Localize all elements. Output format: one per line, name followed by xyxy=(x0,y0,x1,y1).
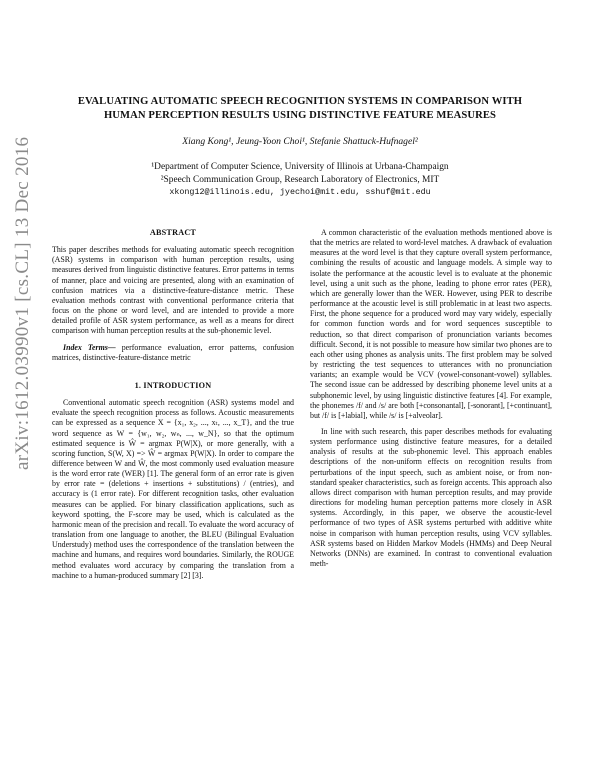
left-column xyxy=(52,228,294,581)
abstract-heading: ABSTRACT xyxy=(149,228,197,237)
index-terms-label: Index Terms— xyxy=(63,342,116,352)
emails: xkong12@illinois.edu, jyechoi@mit.edu, sshuf@mit.edu xyxy=(169,187,431,197)
right-paragraph-1: A common characteristic of the evaluation methods mentioned above is that the metrics are related to word-level matches. A drawback of evaluation measures at the word level is that they capture overall system performance, combining the results of acoustic and language models. A simple way to isolate the performance at the acoustic level is to evaluate at the phonemic level, using a unit such as the phone, leading to phone error rates (PER), which are generally lower than the WER. However, using PER to describe performance at the acoustic level is still problematic in at least two aspects. First, the phone sequence for a produced word may vary widely, especially for common function words and for word sequences susceptible to reduction, so that direct comparison of pronunciation variants becomes difficult. Second, it is not possible to measure how similar two phones are to each other using phones as analysis units. The first problem may be solved by restricting the test sequences to utterances with no pronunciation variants; an example would be VCV (vowel-consonant-vowel) syllables. The second issue can be addressed by describing phoneme level units at a subphonemic level, by using linguistic distinctive features [4]. For example, the phonemes /f/ and /s/ are both [+consonantal], [-sonorant], [+continuant], but /f/ is [+labial], while /s/ is [+alveolar]. xyxy=(310,228,552,420)
index-terms xyxy=(52,343,294,363)
abstract-text: This paper describes methods for evaluating automatic speech recognition (ASR) systems in comparison with human perception results, using measures derived from linguistic distinctive features. Error patterns in terms of manner, place and voicing are presented, along with an examination of confusion matrices via a distinctive-feature-distance metric. These evaluation methods contrast with conventional performance criteria that focus on the phone or word level, and are intended to provide a more detailed profile of ASR system performance, as well as a means for direct comparison with human perception results at the sub-phonemic level. xyxy=(52,245,294,336)
affiliations xyxy=(60,161,540,199)
intro-paragraph-1: Conventional automatic speech recognition (ASR) systems model and evaluate the speech recognition process as follows. Acoustic measurements can be expressed as a sequence X = {x₁, x₂, ..., xₜ, ..., x_T}, and the true word sequence as W = {w₁, w₂, wₙ, ..., w_N}, so that the optimum estimated sequence is Ŵ = argmax P(W|X), or more generally, with a scoring function, S(W, X) => Ŵ = argmax P(W|X). In order to compare the difference between W and Ŵ, the most commonly used evaluation measure is the word error rate (WER) [1]. The general form of an error rate is given by error rate = (deletions + insertions + substitutions) / (entries), and accuracy is (1 error rate). For different recognition tasks, other evaluation measures can be applied. For binary classification applications, such as keyword spotting, the F-score may be used, which is calculated as the harmonic mean of the precision and recall. To evaluate the word accuracy of translation from one language to another, the BLEU (Bilingual Evaluation Understudy) method uses the correspondence of the translation between the machine and humans, and requires word boundaries. Similarly, the ROUGE method evaluates word accuracy by comparing the translation from a machine to a human-produced summary [2] [3]. xyxy=(52,398,294,580)
arxiv-stamp: arXiv:1612.03990v1 [cs.CL] 13 Dec 2016 xyxy=(12,136,33,470)
paper-title: EVALUATING AUTOMATIC SPEECH RECOGNITION SYSTEMS IN COMPARISON WITH HUMAN PERCEPTION RESULTS USING DISTINCTIVE FEATURE MEASURES xyxy=(77,96,523,121)
authors: Xiang Kong¹, Jeung-Yoon Choi¹, Stefanie Shattuck-Hufnagel² xyxy=(182,136,418,147)
introduction-heading: 1. INTRODUCTION xyxy=(134,380,212,390)
affiliation-2: ²Speech Communication Group, Research Laboratory of Electronics, MIT xyxy=(160,174,440,185)
right-column xyxy=(310,228,552,569)
index-terms-text: performance evaluation, error patterns, confusion matrices, distinctive-feature-distance metric xyxy=(52,342,295,362)
right-paragraph-2: In line with such research, this paper describes methods for evaluating system performance using distinctive feature measures, for a detailed analysis of results at the sub-phonemic level. This approach enables descriptions of the non-uniform effects on recognition results from perturbations of the input speech, such as ambient noise, or from non-standard speaker characteristics, such as foreign accents. This approach also allows direct comparison with human perception results, and may provide directions for modeling human perception patterns more closely in ASR systems. Accordingly, in this paper, we observe the acoustic-level performance of two types of ASR systems perturbed with additive white noise in comparison with human perception results, using VCV syllables. ASR systems based on Hidden Markov Models (HMMs) and Deep Neural Networks (DNNs) are examined. In contrast to conventional evaluation meth- xyxy=(310,426,552,568)
affiliation-1: ¹Department of Computer Science, University of Illinois at Urbana-Champaign xyxy=(151,162,449,172)
